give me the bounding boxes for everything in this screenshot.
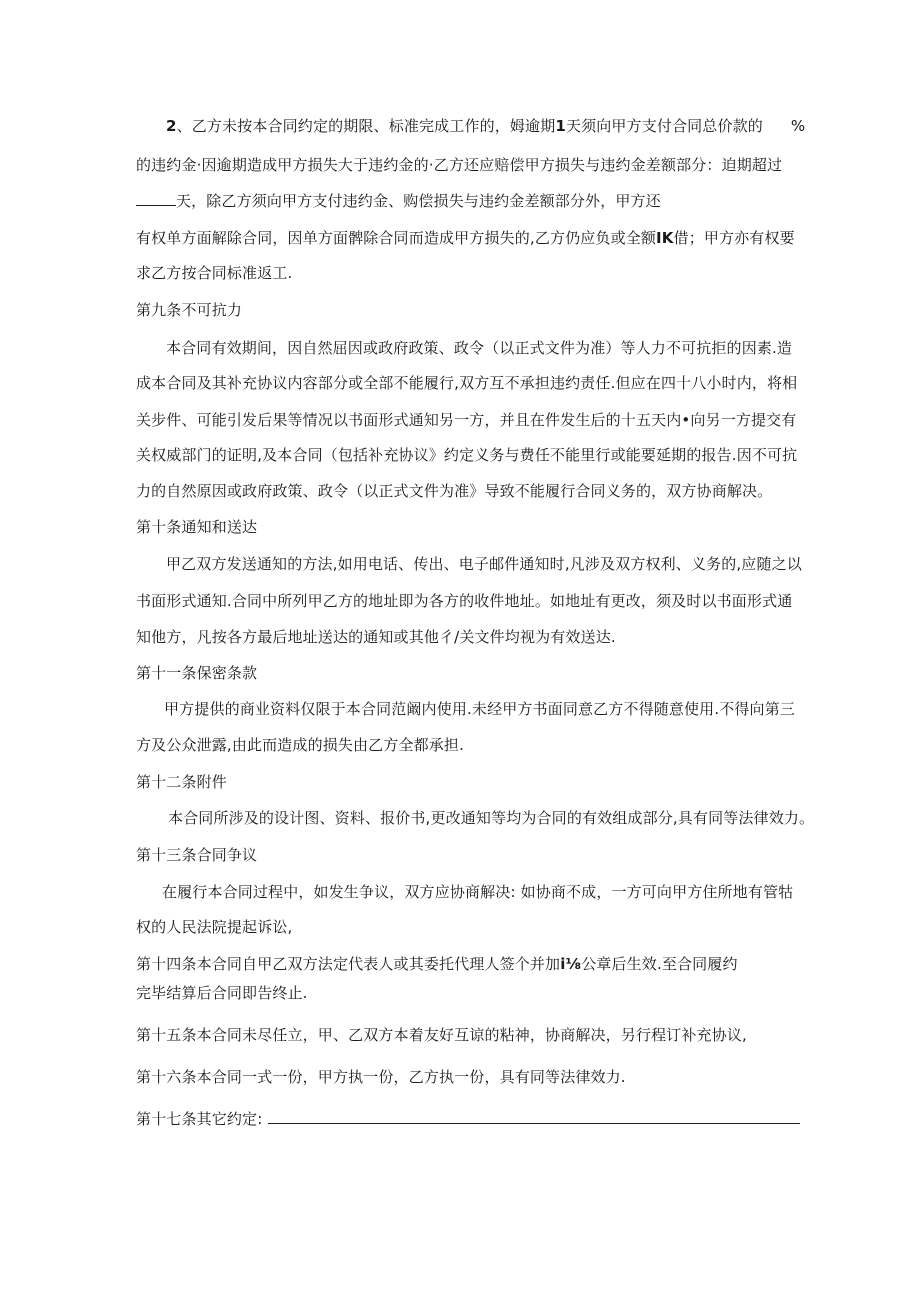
clause-8-item-2-line-3: 天，除乙方须向甲方支付违约金、购偿损失与违约金差额部分外，甲方还 <box>136 191 661 211</box>
clause-10-line-2: 书面形式通知.合同中所列甲乙方的地址即为各方的收件地址。如地址有更改，须及时以书面形式通 <box>136 592 793 610</box>
clause-15-line: 第十五条本合同未尽任立，甲、乙双方本着友好互谅的粘神，协商解决，另行程订补充协议, <box>136 1026 747 1044</box>
clause-8-item-2-line-2: 的违约金·因逾期造成甲方损失大于违约金的·乙方还应赔偿甲方损失与违约金差额部分：迫期超过 <box>136 156 783 174</box>
item-number: 2 <box>166 117 177 135</box>
clause-12-line-1: 本合同所涉及的设计图、资料、报价书,更改通知等均为合同的有效组成部分,具有同等法律效力。 <box>168 809 815 827</box>
clause-14-line-1: 第十四条本合同自甲乙双方法定代表人或其委托代理人签个并加i⅛公章后生效.至合同履约 <box>136 955 738 973</box>
clause-13-heading: 第十三条合同争议 <box>136 846 258 864</box>
clause-8-item-2-line-4: 有权单方面解除合同，因单方面髀除合同而造成甲方损失的,乙方仍应负或全额IK借；甲方亦有权要 <box>136 229 795 247</box>
clause-9-line-3: 关步件、可能引发后果等情况以书面形式通知另一方，并且在件发生后的十五天内•向另一方提交有 <box>136 411 797 429</box>
clause-11-line-1: 甲方提供的商业资料仅限于本合同范阚内使用.未经甲方书面同意乙方不得随意使用.不得向第三 <box>164 700 795 718</box>
clause-8-item-2-line-1: 2、乙方未按本合同约定的期限、标准完成工作的，姆逾期1天须向甲方支付合同总价款的 % <box>166 117 806 135</box>
clause-11-heading: 第十一条保密条款 <box>136 664 258 682</box>
clause-9-line-5: 力的自然原因或政府政策、政令（以正式文件为准》导致不能履行合同义务的，双方协商解决。 <box>136 482 773 500</box>
clause-13-line-1: 在履行本合同过程中，如发生争议，双方应协商解决: 如协商不成，一方可向甲方住所地有管牯 <box>162 883 794 901</box>
clause-8-item-2-line-5: 求乙方按合同标准返工. <box>136 264 293 282</box>
clause-9-heading: 第九条不可抗力 <box>136 301 243 319</box>
clause-10-line-1: 甲乙双方发送通知的方法,如用电话、传出、电子邮件通知时,凡涉及双方权利、义务的,应随之以 <box>166 555 802 573</box>
clause-17-label: 第十七条其它约定: <box>136 1110 263 1128</box>
days-blank <box>136 205 176 206</box>
clause-10-heading: 第十条通知和送达 <box>136 518 258 536</box>
clause-17-line <box>136 1109 800 1129</box>
clause-9-line-1: 本合同有效期间，因自然屈因或政府政策、政令（以正式文件为准）等人力不可抗拒的因素.造 <box>166 339 793 357</box>
clause-9-line-4: 关权威部门的证明,及本合同（包括补充协议》约定义务与费任不能里行或能要延期的报告.因不可抗 <box>136 446 798 464</box>
percent-sign: % <box>790 117 806 135</box>
clause-12-heading: 第十二条附件 <box>136 773 227 791</box>
other-terms-blank <box>268 1123 800 1124</box>
clause-13-line-2: 权的人民法院提起诉讼, <box>136 918 293 936</box>
clause-11-line-2: 方及公众泄露,由此而造成的损失由乙方全都承担. <box>136 736 464 754</box>
clause-10-line-3: 知他方，凡按各方最后地址送达的通知或其他彳/关文件均视为有效送达. <box>136 628 616 646</box>
clause-14-line-2: 完毕结算后合同即告终止. <box>136 984 308 1002</box>
clause-16-line: 第十六条本合同一式一份，甲方执一份，乙方执一份，具有同等法律效力. <box>136 1068 626 1086</box>
clause-9-line-2: 成本合同及其补充协议内容部分或全部不能履行,双方互不承担违约责任.但应在四十八小时内，将相 <box>136 374 798 392</box>
